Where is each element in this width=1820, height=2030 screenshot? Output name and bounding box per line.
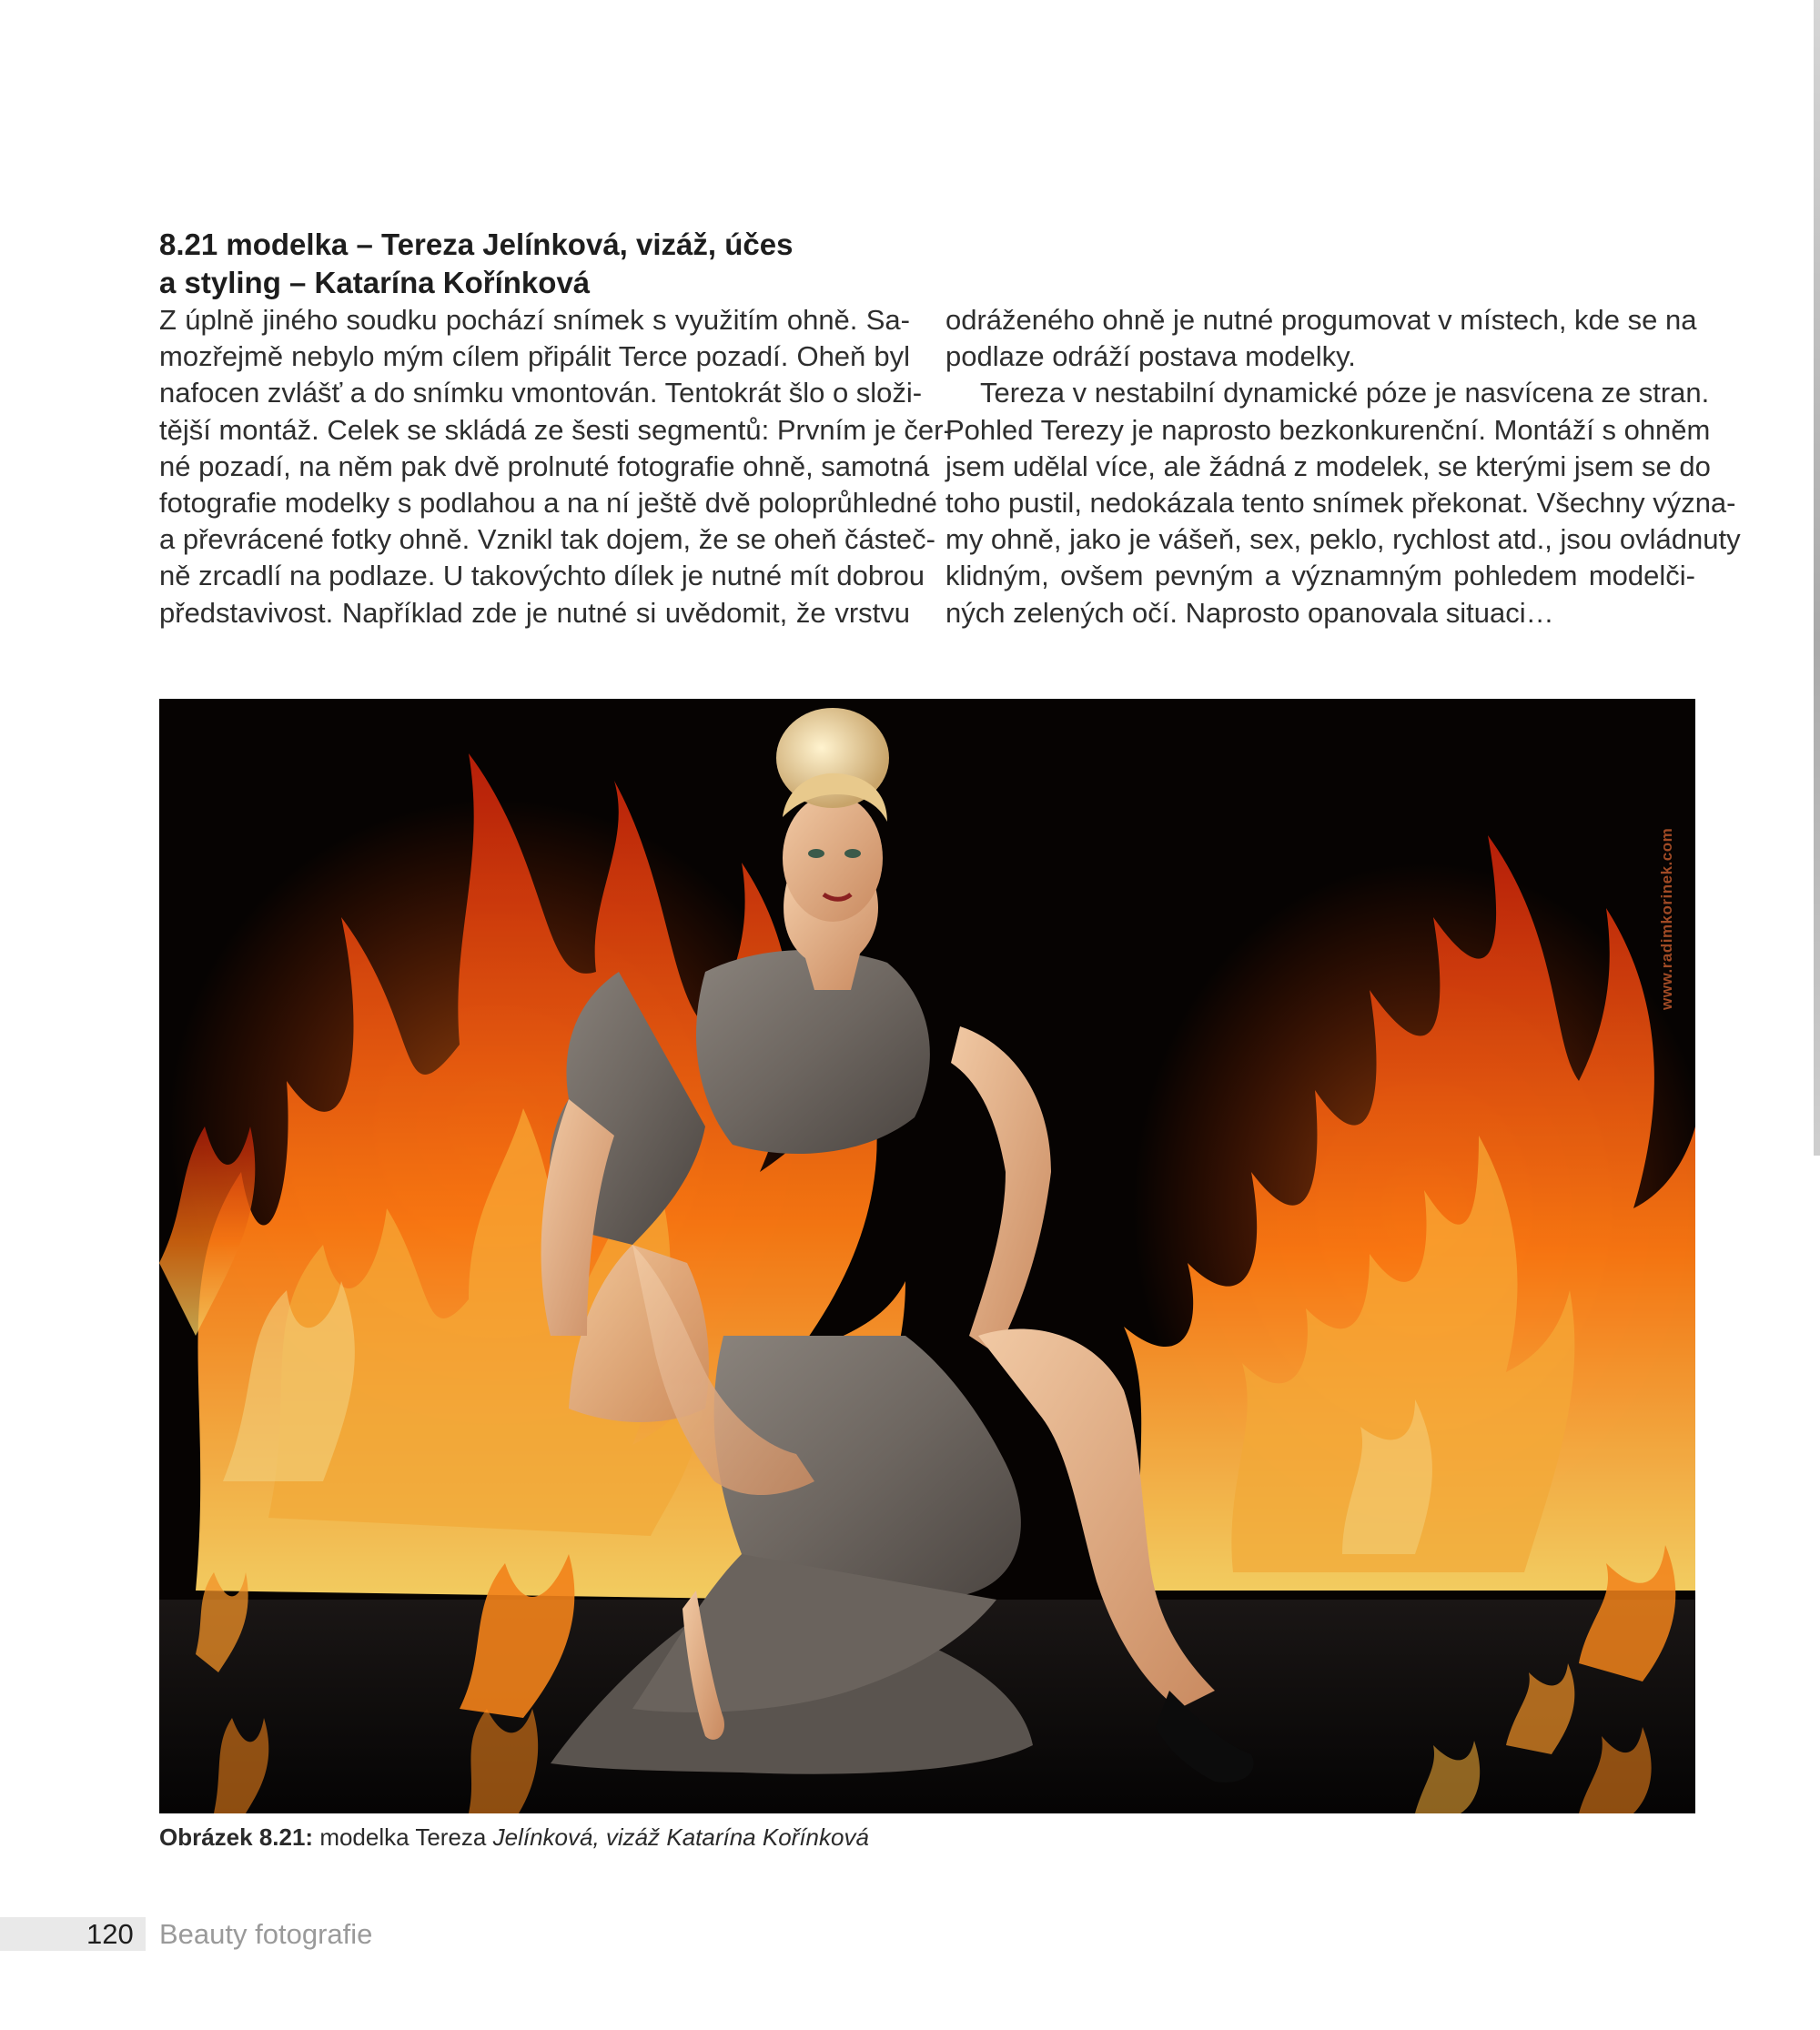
body-line: fotografie modelky s podlahou a na ní ještě dvě poloprůhledné bbox=[159, 487, 937, 520]
body-line: ných zelených očí. Naprosto opanovala situaci… bbox=[945, 596, 1554, 629]
body-line: né pozadí, na něm pak dvě prolnuté fotografie ohně, samotná bbox=[159, 449, 930, 482]
body-line: klidným, ovšem pevným a významným pohledem modelči- bbox=[945, 560, 1695, 592]
photo-illustration bbox=[159, 699, 1695, 1813]
body-line: ně zrcadlí na podlaze. U takovýchto dílek je nutné mít dobrou bbox=[159, 560, 925, 592]
body-line: toho pustil, nedokázala tento snímek překonat. Všechny význa- bbox=[945, 487, 1736, 520]
body-line: Pohled Terezy je naprosto bezkonkurenční. Montáží s ohněm bbox=[945, 413, 1711, 446]
left-text-column bbox=[159, 302, 953, 631]
right-text-column bbox=[945, 302, 1741, 631]
page-edge-strip bbox=[1814, 0, 1820, 1156]
body-line: podlaze odráží postava modelky. bbox=[945, 340, 1356, 373]
caption-label: Obrázek 8.21: bbox=[159, 1823, 314, 1851]
fire-model-photo bbox=[159, 699, 1695, 1813]
body-line: mozřejmě nebylo mým cílem připálit Terce pozadí. Oheň byl bbox=[159, 340, 910, 373]
running-title: Beauty fotografie bbox=[159, 1918, 373, 1950]
photo-watermark: www.radimkorinek.com bbox=[1658, 827, 1675, 1010]
body-line: tější montáž. Celek se skládá ze šesti segmentů: Prvním je čer- bbox=[159, 413, 953, 446]
heading-line-2: a styling – Katarína Kořínková bbox=[159, 266, 591, 299]
body-line: jsem udělal více, ale žádná z modelek, se kterými jsem se do bbox=[945, 449, 1711, 482]
body-line: představivost. Například zde je nutné si uvědomit, že vrstvu bbox=[159, 596, 910, 629]
page-number: 120 bbox=[86, 1918, 134, 1950]
caption-italic-text: Jelínková, vizáž Katarína Kořínková bbox=[492, 1823, 869, 1851]
heading-line-1: 8.21 modelka – Tereza Jelínková, vizáž, účes bbox=[159, 227, 794, 261]
body-line: a převrácené fotky ohně. Vznikl tak dojem, že se oheň částeč- bbox=[159, 523, 935, 556]
body-line: nafocen zvlášť a do snímku vmontován. Tentokrát šlo o složi- bbox=[159, 377, 923, 409]
figure-caption bbox=[159, 1823, 869, 1852]
body-line: odráženého ohně je nutné progumovat v místech, kde se na bbox=[945, 304, 1697, 336]
body-line: my ohně, jako je vášeň, sex, peklo, rychlost atd., jsou ovládnuty bbox=[945, 523, 1741, 556]
caption-text: modelka Tereza bbox=[313, 1823, 493, 1851]
section-heading bbox=[159, 226, 942, 302]
body-line: Tereza v nestabilní dynamické póze je nasvícena ze stran. bbox=[980, 377, 1710, 409]
body-line: Z úplně jiného soudku pochází snímek s využitím ohně. Sa- bbox=[159, 304, 910, 336]
